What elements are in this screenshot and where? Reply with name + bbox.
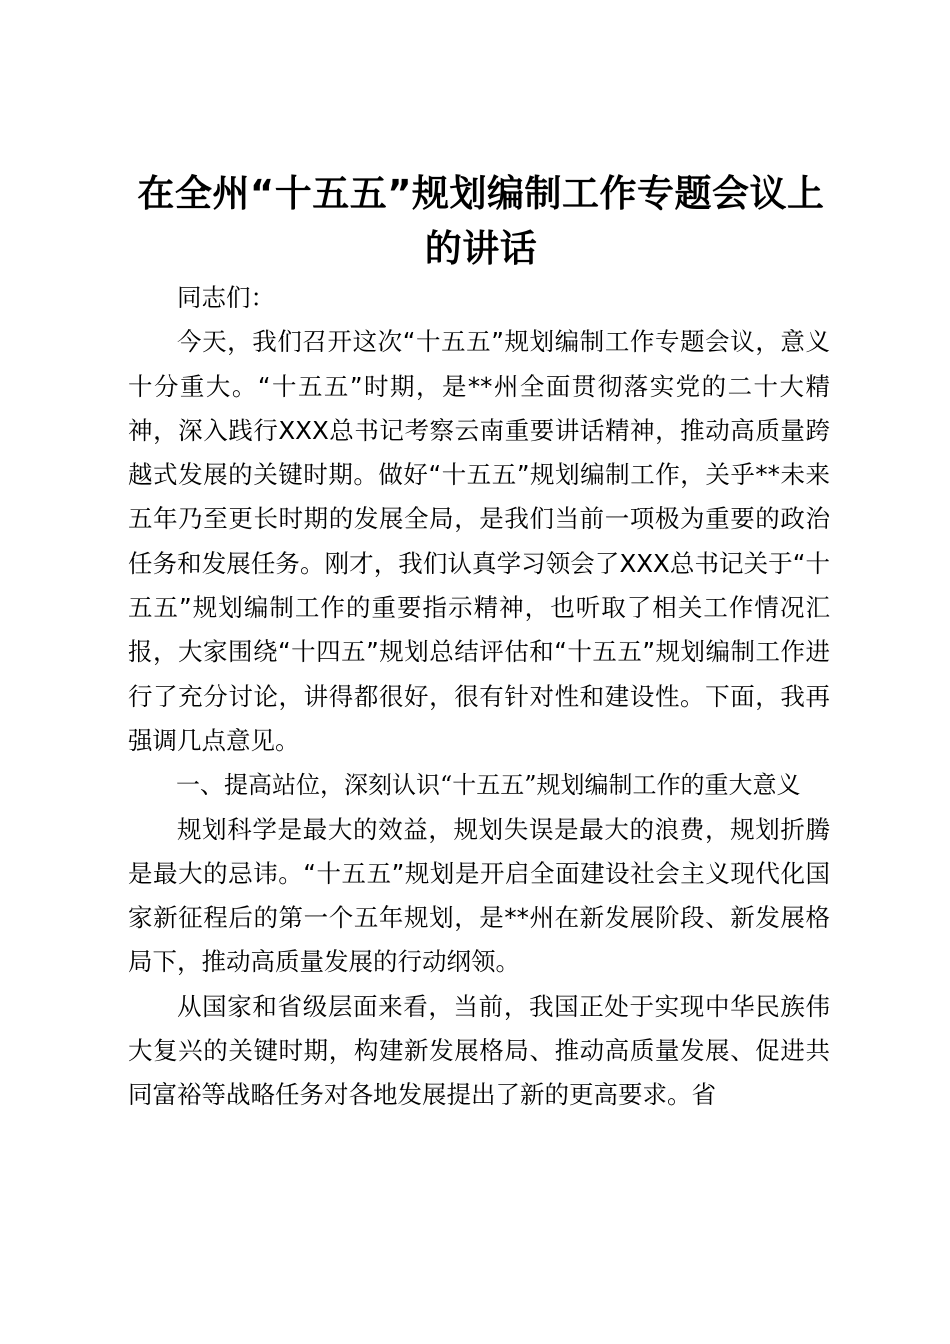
document-body	[128, 276, 830, 1118]
paragraph-intro: 今天，我们召开这次“十五五”规划编制工作专题会议，意义十分重大。“十五五”时期，是**州全面贯彻落实党的二十大精神，深入践行XXX总书记考察云南重要讲话精神，推动高质量跨越式发展的关键时期。做好“十五五”规划编制工作，关乎**未来五年乃至更长时期的发展全局，是我们当前一项极为重要的政治任务和发展任务。刚才，我们认真学习领会了XXX总书记关于“十五五”规划编制工作的重要指示精神，也听取了相关工作情况汇报，大家围绕“十四五”规划总结评估和“十五五”规划编制工作进行了充分讨论，讲得都很好，很有针对性和建设性。下面，我再强调几点意见。	[128, 327, 830, 755]
document-title: 在全州“十五五”规划编制工作专题会议上的讲话	[137, 172, 825, 270]
salutation: 同志们：	[177, 283, 275, 312]
paragraph-planning-value: 规划科学是最大的效益，规划失误是最大的浪费，规划折腾是最大的忌讳。“十五五”规划是开启全面建设社会主义现代化国家新征程后的第一个五年规划，是**州在新发展阶段、新发展格局下，推动高质量发展的行动纲领。	[128, 814, 830, 977]
paragraph-national-context: 从国家和省级层面来看，当前，我国正处于实现中华民族伟大复兴的关键时期，构建新发展格局、推动高质量发展、促进共同富裕等战略任务对各地发展提出了新的更高要求。省	[128, 991, 830, 1110]
section-heading-1: 一、提高站位，深刻认识“十五五”规划编制工作的重大意义	[176, 771, 801, 800]
